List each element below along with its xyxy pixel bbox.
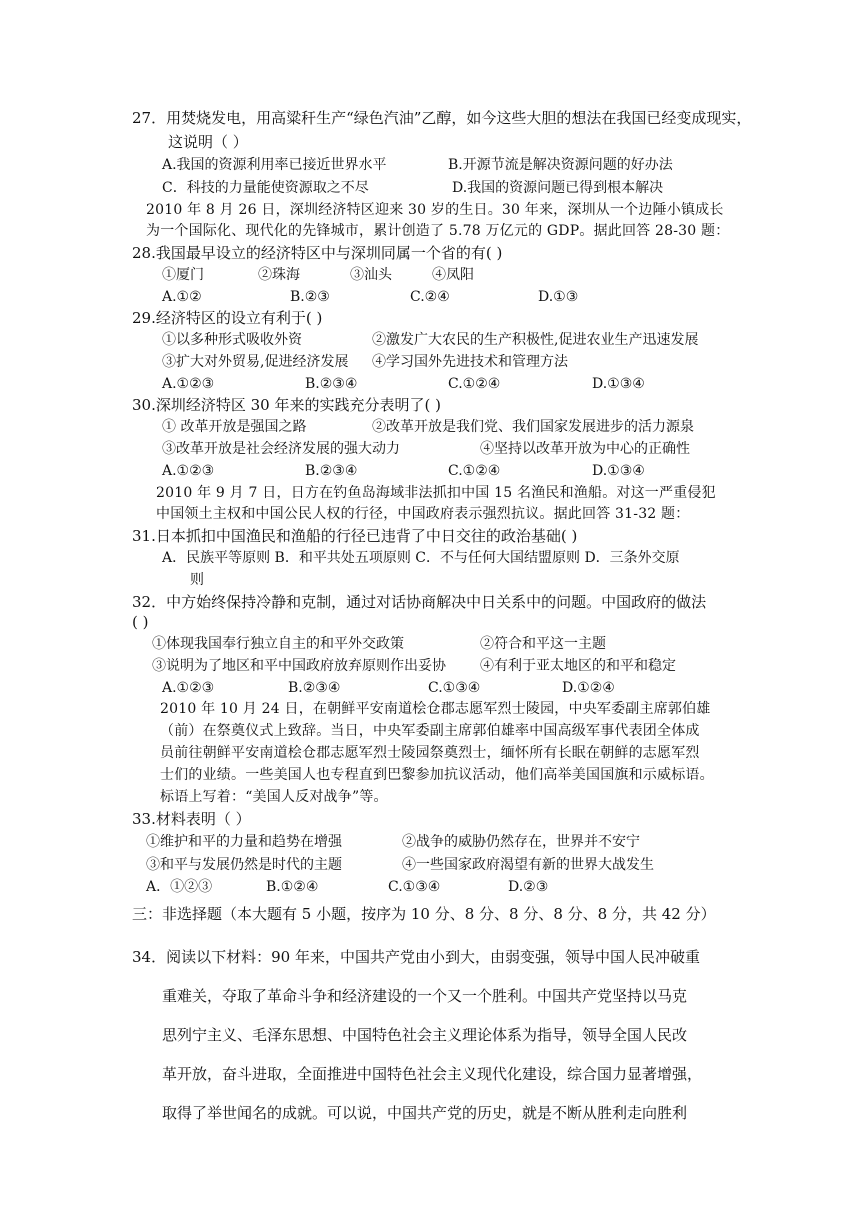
q29-option-a: A.①②③ [162,376,215,392]
q31-options-continued: 则 [190,572,204,588]
q32-item-3: ③说明为了地区和平中国政府放弃原则作出妥协 [152,658,446,674]
q32-item-2: ②符合和平这一主题 [480,636,606,652]
q32-option-c: C.①③④ [428,680,481,696]
q34-line3: 思列宁主义、毛泽东思想、中国特色社会主义理论体系为指导，领导全国人民改 [162,1026,688,1044]
q33-option-a: A．①②③ [146,879,213,895]
q31-stem: 31.日本抓扣中国渔民和渔船的行径已违背了中日交往的政治基础( ) [132,527,578,545]
section3-title: 三：非选择题（本大题有 5 小题，按序为 10 分、8 分、8 分、8 分、8 分，共 42 分） [132,905,716,923]
q33-stem: 33.材料表明（ ） [132,810,251,828]
q28-option-c: C.②④ [410,289,450,305]
q27-stem-line2: 这说明（ ） [168,133,248,151]
q30-option-c: C.①②④ [448,463,501,479]
q28-option-d: D.①③ [538,289,579,305]
q33-option-b: B.①②④ [266,879,319,895]
q33-item-2: ②战争的威胁仍然存在，世界并不安宁 [402,834,640,850]
q30-stem: 30.深圳经济特区 30 年来的实践充分表明了( ) [132,396,441,414]
q32-item-4: ④有利于亚太地区的和平和稳定 [480,658,676,674]
q30-item-3: ③改革开放是社会经济发展的强大动力 [162,441,400,457]
material2-line2: 中国领土主权和中国公民人权的行径，中国政府表示强烈抗议。据此回答 31-32 题： [156,506,690,522]
q28-option-b: B.②③ [290,289,330,305]
q28-item-2: ②珠海 [258,267,300,283]
q29-item-2: ②激发广大农民的生产积极性,促进农业生产迅速发展 [372,332,699,348]
q32-option-a: A.①②③ [162,680,215,696]
q33-item-4: ④一些国家政府渴望有新的世界大战发生 [402,857,654,873]
q29-stem: 29.经济特区的设立有利于( ) [132,309,323,327]
q29-item-4: ④学习国外先进技术和管理方法 [372,354,568,370]
q29-option-c: C.①②④ [448,376,501,392]
q30-option-b: B.②③④ [305,463,358,479]
q33-item-1: ①维护和平的力量和趋势在增强 [146,834,342,850]
q34-line2: 重难关，夺取了革命斗争和经济建设的一个又一个胜利。中国共产党坚持以马克 [162,987,688,1005]
material3-line2: （前）在祭奠仪式上致辞。当日，中央军委副主席郭伯雄率中国高级军事代表团全体成 [160,723,700,739]
q34-line5: 取得了举世闻名的成就。可以说，中国共产党的历史，就是不断从胜利走向胜利 [162,1104,688,1122]
q29-option-b: B.②③④ [305,376,358,392]
material3-line4: 士们的业绩。一些美国人也专程直到巴黎参加抗议活动，他们高举美国国旗和示威标语。 [160,767,714,783]
material1-line2: 为一个国际化、现代化的先锋城市，累计创造了 5.78 万亿元的 GDP。据此回答 28-30 题： [146,223,730,239]
q30-item-2: ②改革开放是我们党、我们国家发展进步的活力源泉 [372,419,694,435]
material3-line5: 标语上写着：“美国人反对战争”等。 [160,789,388,805]
material2-line1: 2010 年 9 月 7 日，日方在钓鱼岛海域非法抓扣中国 15 名渔民和渔船。对这一严重侵犯 [156,485,716,501]
q28-item-4: ④凤阳 [432,267,474,283]
q29-item-3: ③扩大对外贸易,促进经济发展 [162,354,349,370]
q32-stem: 32．中方始终保持冷静和克制，通过对话协商解决中日关系中的问题。中国政府的做法 [132,593,707,611]
q28-option-a: A.①② [162,289,202,305]
q30-option-a: A.①②③ [162,463,215,479]
q32-option-d: D.①②④ [562,680,615,696]
q33-option-d: D.②③ [508,879,549,895]
q31-options: A．民族平等原则 B．和平共处五项原则 C．不与任何大国结盟原则 D．三条外交原 [162,550,680,566]
material1-line1: 2010 年 8 月 26 日，深圳经济特区迎来 30 岁的生日。30 年来，深圳从一个边陲小镇成长 [146,202,724,218]
q27-option-c: C．科技的力量能使资源取之不尽 [162,180,369,196]
q32-option-b: B.②③④ [288,680,341,696]
q32-answer-paren: ( ) [132,613,149,631]
q32-item-1: ①体现我国奉行独立自主的和平外交政策 [152,636,404,652]
q34-line4: 革开放，奋斗进取，全面推进中国特色社会主义现代化建设，综合国力显著增强， [162,1065,703,1083]
material3-line1: 2010 年 10 月 24 日，在朝鲜平安南道桧仓郡志愿军烈士陵园，中央军委副主席郭伯雄 [160,701,711,717]
q33-item-3: ③和平与发展仍然是时代的主题 [146,857,342,873]
q27-stem-line1: 27．用焚烧发电，用高粱秆生产“绿色汽油”乙醇，如今这些大胆的想法在我国已经变成现实， [132,109,752,127]
q28-item-1: ①厦门 [162,267,204,283]
q29-item-1: ①以多种形式吸收外资 [162,332,302,348]
q28-item-3: ③汕头 [350,267,392,283]
q29-option-d: D.①③④ [592,376,645,392]
q34-line1: 34．阅读以下材料：90 年来，中国共产党由小到大，由弱变强，领导中国人民冲破重 [132,948,700,966]
q27-option-b: B.开源节流是解决资源问题的好办法 [448,157,673,173]
q27-option-d: D.我国的资源问题已得到根本解决 [452,180,664,196]
q30-option-d: D.①③④ [592,463,645,479]
q27-option-a: A.我国的资源利用率已接近世界水平 [162,157,387,173]
q30-item-4: ④坚持以改革开放为中心的正确性 [480,441,690,457]
q30-item-1: ① 改革开放是强国之路 [162,419,307,435]
material3-line3: 员前往朝鲜平安南道桧仓郡志愿军烈士陵园祭奠烈士，缅怀所有长眠在朝鲜的志愿军烈 [160,745,700,761]
q28-stem: 28.我国最早设立的经济特区中与深圳同属一个省的有( ) [132,244,503,262]
q33-option-c: C.①③④ [388,879,441,895]
